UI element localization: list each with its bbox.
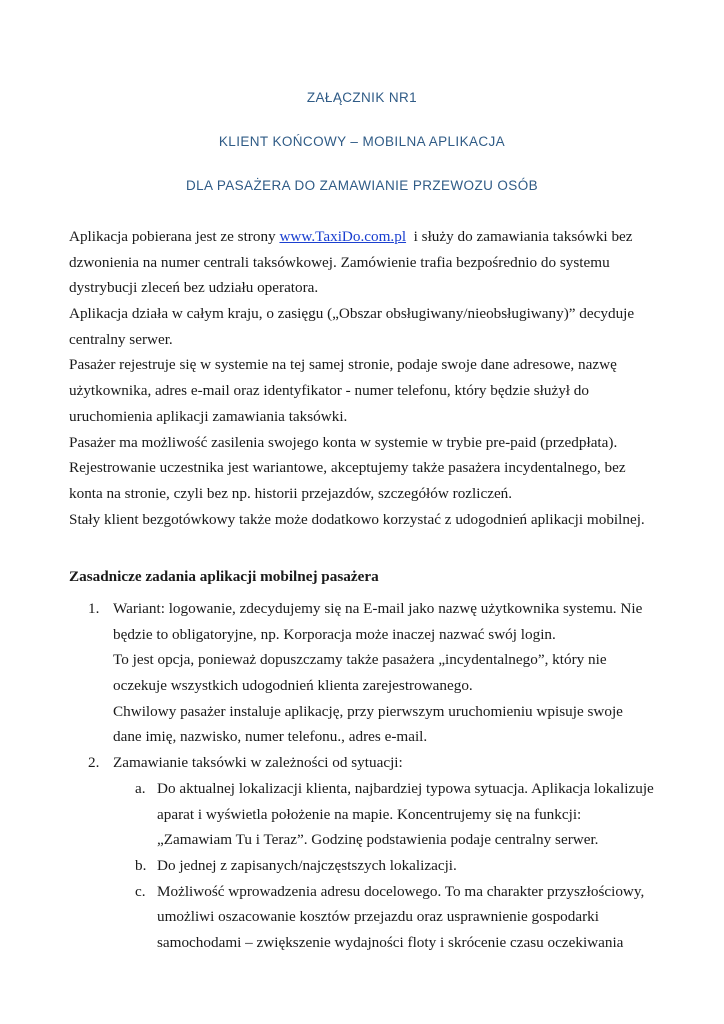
intro-line-12: Stały klient bezgotówkowy także może dodatkowo korzystać z udogodnień aplikacji mobilnej. [69, 510, 645, 528]
list-item-1-line-6: dane imię, nazwisko, numer telefonu., adres e-mail. [113, 728, 428, 746]
heading-passenger: DLA PASAŻERA DO ZAMAWIANIE PRZEWOZU OSÓB [185, 178, 539, 193]
heading-client: KLIENT KOŃCOWY – MOBILNA APLIKACJA [218, 134, 506, 149]
list-item-1-cont [0, 622, 724, 648]
tasks-list [0, 596, 724, 956]
sub-item-c-cont [0, 930, 724, 956]
intro-line-6: Pasażer rejestruje się w systemie na tej samej stronie, podaje swoje dane adresowe, nazwę [69, 356, 617, 374]
intro-line-10: Rejestrowanie uczestnika jest wariantowe, akceptujemy także pasażera incydentalnego, bez [69, 459, 626, 477]
sub-item-a-cont [0, 802, 724, 828]
sub-item-c [0, 879, 724, 905]
taxido-link[interactable]: www.TaxiDo.com.pl [279, 228, 407, 245]
list-item-1-line-5: Chwilowy pasażer instaluje aplikację, przy pierwszym uruchomieniu wpisuje swoje [113, 702, 623, 720]
sub-item-c-line-1: Możliwość wprowadzenia adresu docelowego. To ma charakter przyszłościowy, [157, 882, 645, 900]
intro-line-4: Aplikacja działa w całym kraju, o zasięgu („Obszar obsługiwany/nieobsługiwany)” decyduje [69, 305, 635, 323]
sub-item-a [0, 776, 724, 802]
intro-line-9: Pasażer ma możliwość zasilenia swojego konta w systemie w trybie pre-paid (przedpłata). [69, 433, 618, 451]
list-number: 1. [88, 600, 100, 617]
list-item-1 [0, 596, 724, 622]
intro-line-7: użytkownika, adres e-mail oraz identyfikator - numer telefonu, który będzie służył do [69, 382, 589, 400]
list-item-2 [0, 750, 724, 776]
intro-paragraphs [69, 224, 669, 532]
list-item-2-text: Zamawianie taksówki w zależności od sytuacji: [113, 754, 403, 772]
sub-item-c-cont [0, 904, 724, 930]
list-item-1-line-1: Wariant: logowanie, zdecydujemy się na E-mail jako nazwę użytkownika systemu. Nie [113, 600, 643, 617]
sub-letter: a. [135, 779, 146, 797]
list-item-1-line-4: oczekuje wszystkich udogodnień klienta zarejestrowanego. [113, 677, 473, 695]
sub-letter: b. [135, 856, 147, 874]
sub-letter: c. [135, 882, 146, 900]
intro-line-1-start: Aplikacja pobierana jest ze strony [69, 228, 280, 245]
sub-item-b [0, 853, 724, 879]
list-item-1-cont [0, 647, 724, 673]
section-title: Zasadnicze zadania aplikacji mobilnej pasażera [69, 568, 379, 585]
intro-line-11: konta na stronie, czyli bez np. historii przejazdów, szczegółów rozliczeń. [69, 484, 513, 502]
intro-line-8: uruchomienia aplikacji zamawiania taksówki. [69, 407, 348, 425]
sub-item-a-line-3: „Zamawiam Tu i Teraz”. Godzinę podstawienia podaje centralny serwer. [157, 831, 599, 849]
list-item-1-cont [0, 724, 724, 750]
sub-item-c-line-2: umożliwi oszacowanie kosztów przejazdu oraz usprawnienie gospodarki [157, 908, 599, 926]
list-item-1-line-2: będzie to obligatoryjne, np. Korporacja może inaczej nazwać swój login. [113, 625, 556, 643]
list-item-1-cont [0, 699, 724, 725]
intro-line-1-end: i służy do zamawiania taksówki bez [406, 228, 633, 245]
intro-line-3: dystrybucji zleceń bez udziału operatora. [69, 279, 319, 297]
list-number: 2. [88, 754, 100, 772]
intro-line-1 [69, 224, 669, 250]
intro-line-5: centralny serwer. [69, 330, 173, 348]
sub-item-b-line-1: Do jednej z zapisanych/najczęstszych lokalizacji. [157, 856, 457, 874]
sub-item-c-line-3: samochodami – zwiększenie wydajności floty i skrócenie czasu oczekiwania [157, 933, 624, 951]
intro-line-2: dzwonienia na numer centrali taksówkowej. Zamówienie trafia bezpośrednio do systemu [69, 253, 610, 271]
heading-attachment: ZAŁĄCZNIK NR1 [306, 90, 418, 105]
list-item-1-line-3: To jest opcja, ponieważ dopuszczamy także pasażera „incydentalnego”, który nie [113, 651, 607, 669]
list-item-1-cont [0, 673, 724, 699]
sub-item-a-cont [0, 827, 724, 853]
sub-item-a-line-2: aparat i wyświetla położenie na mapie. Koncentrujemy się na funkcji: [157, 805, 582, 823]
sub-item-a-line-1: Do aktualnej lokalizacji klienta, najbardziej typowa sytuacja. Aplikacja lokalizuje [157, 779, 654, 797]
